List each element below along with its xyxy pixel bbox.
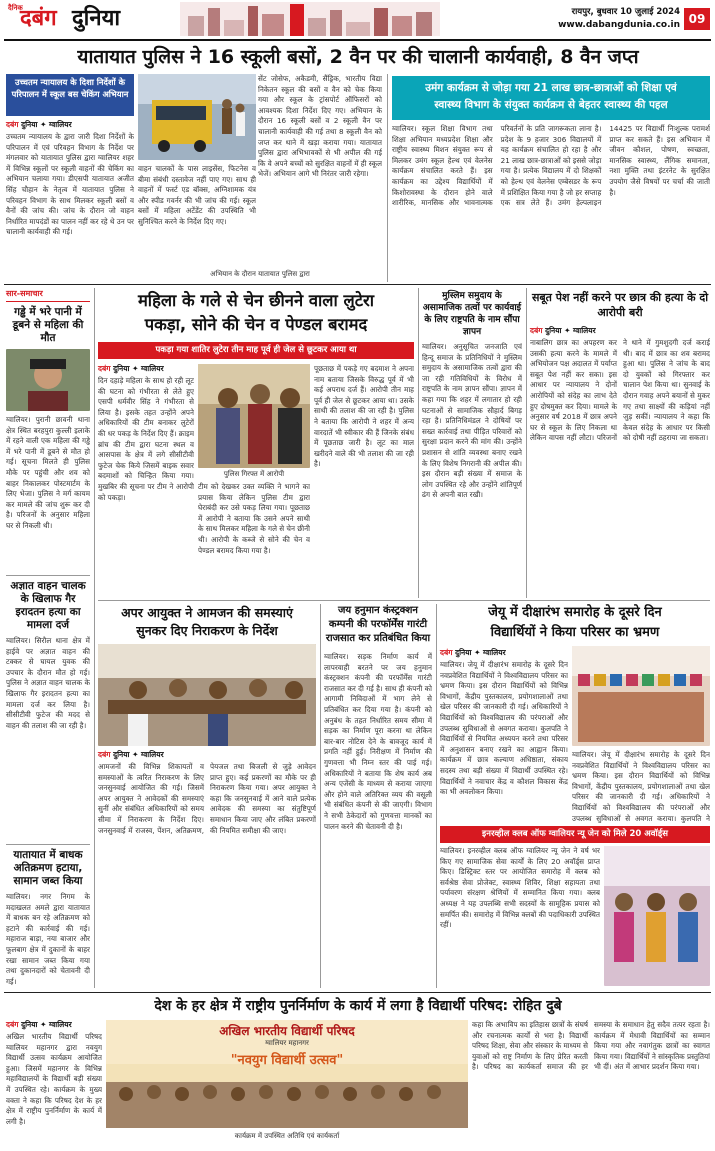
complaint-headline-line2: सुनकर दिए निराकरण के निर्देश xyxy=(136,623,278,638)
inner-wheel-headline-box xyxy=(440,826,710,843)
story1-caption: अभियान के दौरान यातायात पुलिस द्वारा xyxy=(210,270,310,278)
col-rule-1 xyxy=(387,74,388,282)
col-rule-4 xyxy=(320,604,321,988)
jeu-body-right: ग्वालियर। जेयू में दीक्षारंभ समारोह के दूसरे दिन नवप्रवेशित विद्यार्थियों ने विश्वविद्यालय परिसर का भ्रमण किया। इस दौरान विद्यार्थियों को विभिन्न विभागों, केंद्रीय पुस्तकालय, प्रयोगशालाओं तथा खेल परिसर की जानकारी दी गई। अधिकारियों ने विद्यार्थियों को विश्वविद्यालय की परंपराओं और उपलब्ध सुविधाओं से अवगत कराया। कुलपति ने xyxy=(572,750,710,823)
jeu-headline-line2: विद्यार्थियों ने किया परिसर का भ्रमण xyxy=(490,625,660,640)
chain-red-strap: पकड़ा गया शातिर लुटेरा तीन माह पूर्व ही जेल से छूटकर आया था xyxy=(98,342,414,359)
byline-brand: दबंग xyxy=(440,648,453,657)
bottom-body-right: कहा कि अभाविप का इतिहास छात्रों के संघर्ष और रचनात्मक कार्यों से भरा है। विद्यार्थी परिषद शिक्षा, सेवा और संस्कार के माध्यम से युवाओं को राष्ट्र निर्माण के लिए प्रेरित करती है। परिषद का कार्यकर्ता समाज की हर समस्या के समाधान हेतु सदैव तत्पर रहता है। कार्यक्रम में मेधावी विद्यार्थियों का सम्मान किया गया और नवागंतुक छात्रों का स्वागत किया गया। विद्यार्थियों ने सांस्कृतिक प्रस्तुतियां भी दीं। अंत में आभार प्रदर्शन किया गया। xyxy=(472,1020,710,1072)
jeu-photo xyxy=(572,646,710,746)
sidebar-item3-body: ग्वालियर। नगर निगम के मदाखलत अमले द्वारा यातायात में बाधक बन रहे अतिक्रमण को हटाने की कार्रवाई की गई। महाराज बाड़ा, नया बाजार और फूलबाग क्षेत्र में दुकानों के बाहर रखा सामान जब्त किया गया तथा दुकानदारों को चेतावनी दी गई। xyxy=(6,892,90,986)
umang-headline-line2: स्वास्थ्य विभाग के संयुक्त कार्यक्रम से बेहतर स्वास्थ्य की पहल xyxy=(434,99,668,111)
banner-city: ग्वालियर महानगर xyxy=(265,1039,309,1047)
page-number: 09 xyxy=(684,8,710,30)
byline-brand: दबंग xyxy=(98,364,111,373)
complaint-photo xyxy=(98,644,316,746)
jeu-body: ग्वालियर। जेयू में दीक्षारंभ समारोह के दूसरे दिन नवप्रवेशित विद्यार्थियों ने विश्वविद्यालय परिसर का भ्रमण किया। इस दौरान विद्यार्थियों को विभिन्न विभागों, केंद्रीय पुस्तकालय, प्रयोगशालाओं तथा खेल परिसर की जानकारी दी गई। अधिकारियों ने विद्यार्थियों को विश्वविद्यालय की परंपराओं और उपलब्ध सुविधाओं से अवगत कराया। कुलपति ने विद्यार्थियों से नियमित अध्ययन करने तथा परिसर में अनुशासन बनाए रखने का आह्वान किया। कार्यक्रम में छात्र कल्याण अधिष्ठाता, संकाय सदस्य तथा बड़ी संख्या में विद्यार्थी उपस्थित रहे। विद्यार्थियों ने नवाचार केंद्र व कौशल विकास केंद्र का भी अवलोकन किया। xyxy=(440,660,568,797)
jai-headline-line3: राजसात कर प्रतिबंधित किया xyxy=(325,633,431,644)
chain-byline xyxy=(98,364,194,374)
complaint-byline xyxy=(98,750,316,760)
story1-body-right: वाहन चालकों के पास लाइसेंस, फिटनेस व बीमा संबंधी दस्तावेज नहीं पाए गए। साथ ही वाहनों में फर्स्ट एड बॉक्स, अग्निशामक यंत्र और स्पीड गवर्नर की भी जांच की गई। स्कूल बसों में महिला अटेंडेंट की उपस्थिति भी सुनिश्चित करने के निर्देश दिए गए। xyxy=(138,164,256,226)
masthead-skyline xyxy=(180,2,440,36)
dateline: रायपुर, बुधवार 10 जुलाई 2024 xyxy=(571,7,680,17)
inner-wheel-body: ग्वालियर। इनरव्हील क्लब ऑफ ग्वालियर न्यू जेन ने वर्ष भर किए गए सामाजिक सेवा कार्यों के लिए 20 अवॉर्ड्स प्राप्त किए। डिस्ट्रिक्ट स्तर पर आयोजित समारोह में क्लब को सर्वश्रेष्ठ सेवा प्रोजेक्ट, स्वास्थ्य शिविर, शिक्षा सहायता तथा पर्यावरण संरक्षण श्रेणियों में सम्मानित किया गया। क्लब अध्यक्ष ने यह उपलब्धि सभी सदस्यों के सामूहिक प्रयास को समर्पित की। समारोह में विभिन्न क्लबों की पदाधिकारी उपस्थित रहीं। xyxy=(440,846,600,930)
story1-subhead-box xyxy=(6,74,134,116)
muslim-body: ग्वालियर। अनुसूचित जनजाति एवं हिन्दू समाज के प्रतिनिधियों ने मुस्लिम समुदाय के असामाजिक तत्वों द्वारा की जा रही गतिविधियों के विरोध में राष्ट्रपति के नाम ज्ञापन सौंपा। ज्ञापन में कहा गया कि शहर में लगातार हो रही घटनाओं से सामाजिक सौहार्द बिगड़ रहा है। प्रतिनिधिमंडल ने दोषियों पर सख्त कार्रवाई तथा पीड़ित परिवारों को सुरक्षा प्रदान करने की मांग की। उन्होंने प्रशासन से शांति व्यवस्था बनाए रखने के लिए विशेष निगरानी की अपील की। इस दौरान बड़ी संख्या में समाज के लोग उपस्थित रहे और उन्होंने शांतिपूर्ण ढंग से अपनी बात रखी। xyxy=(422,342,522,500)
jeu-byline xyxy=(440,648,568,658)
story1-body-mid: सेंट जोसेफ, अकैडमी, सैंड्रिक, भारतीय विद्या निकेतन स्कूल की बसों व वैन को चेक किया गया और स्कूल के ट्रांसपोर्ट ऑफिसरों को आवश्यक दिशा निर्देश दिए गए। अभियान के दौरान 16 स्कूली बसों व 2 स्कूली वैन पर चालानी कार्यवाही की गई तथा 8 स्कूली वैन को जप्त कर थाने में खड़ा कराया गया। यातायात पुलिस द्वारा अभिभावकों से भी अपील की गई कि वे अपने बच्चों को सुरक्षित वाहनों में ही स्कूल भेजें। अभियान आगे भी निरंतर जारी रहेगा। xyxy=(258,74,382,179)
chain-caption: पुलिस गिरफ्त में आरोपी xyxy=(223,470,285,478)
muslim-headline: मुस्लिम समुदाय के असामाजिक तत्वों पर कार्यवाई के लिए राष्ट्रपति के नाम सौंपा ज्ञापन xyxy=(422,291,522,337)
chain-body-right: पूछताछ में पकड़े गए बदमाश ने अपना नाम बताया जिसके विरुद्ध पूर्व में भी कई अपराध दर्ज हैं। आरोपी तीन माह पूर्व ही जेल से छूटकर आया था। उसके साथी की तलाश की जा रही है। पुलिस ने बताया कि आरोपी ने शहर में अन्य वारदातें भी स्वीकार की हैं जिनके संबंध में पूछताछ जारी है। लूट का माल खरीदने वाले की भी तलाश की जा रही है। xyxy=(314,364,414,469)
byline-brand: दबंग xyxy=(6,1020,19,1029)
skyline-illustration xyxy=(180,2,440,36)
logo-part1: दबंग xyxy=(20,6,57,31)
masthead-logo xyxy=(6,2,156,36)
bottom-banner-photo xyxy=(106,1020,468,1128)
byline-place: दुनिया ✦ ग्वालियर xyxy=(113,750,164,759)
evidence-body: नाबालिग छात्र का अपहरण कर उसकी हत्या करने के मामले में अभियोजन पक्ष अदालत में पर्याप्त सबूत पेश नहीं कर सका। इस आधार पर न्यायालय ने दोनों आरोपियों को संदेह का लाभ देते हुए दोषमुक्त कर दिया। मामले के अनुसार वर्ष 2018 में छात्र अपने घर से स्कूल के लिए निकला था लेकिन वापस नहीं लौटा। परिजनों ने थाने में गुमशुदगी दर्ज कराई थी। बाद में छात्र का शव बरामद हुआ था। पुलिस ने जांच के बाद दो युवकों को गिरफ्तार कर चालान पेश किया था। सुनवाई के दौरान गवाह अपने बयानों से मुकर गए तथा साक्ष्यों की कड़ियां नहीं जुड़ सकीं। न्यायालय ने कहा कि केवल संदेह के आधार पर किसी को दोषी नहीं ठहराया जा सकता। xyxy=(530,338,710,443)
bottom-body-left: अखिल भारतीय विद्यार्थी परिषद ग्वालियर महानगर द्वारा नवयुग विद्यार्थी उत्सव कार्यक्रम आयोजित हुआ। जिसमें महानगर के विभिन्न महाविद्यालयों के विद्यार्थी बड़ी संख्या में उपस्थित रहे। कार्यक्रम के मुख्य वक्ता ने कहा कि परिषद देश के हर क्षेत्र में राष्ट्रीय पुनर्निर्माण के कार्य में लगी है। xyxy=(6,1032,102,1126)
inner-wheel-headline: इनरव्हील क्लब ऑफ ग्वालियर न्यू जेन को मिले 20 अवॉर्ड्स xyxy=(482,829,668,839)
byline-place: दुनिया ✦ ग्वालियर xyxy=(455,648,506,657)
umang-headline-box xyxy=(392,76,710,120)
inner-wheel-photo xyxy=(604,846,710,986)
sidebar-item1-body: ग्वालियर। पुरानी छावनी थाना क्षेत्र स्थित बरहपुरा कुल्ली इलाके में रहने वाली एक महिला की गड्ढे में भरे पानी में डूबने से मौत हो गई। सूचना मिलते ही पुलिस मौके पर पहुंची और शव को बाहर निकालकर पोस्टमार्टम के लिए भेजा। पुलिस ने मर्ग कायम कर मामले की जांच शुरू कर दी है। परिजनों के अनुसार महिला घर से निकली थी। xyxy=(6,415,90,530)
umang-body: ग्वालियर। स्कूल शिक्षा विभाग तथा शिक्षा अभियान मध्यप्रदेश शिक्षा और राष्ट्रीय स्वास्थ्य मिशन संयुक्त रूप से मिलकर उमंग स्कूल हेल्थ एवं वेलनेस कार्यक्रम संचालित करते हैं। इस कार्यक्रम का उद्देश्य विद्यार्थियों में किशोरावस्था के दौरान होने वाले शारीरिक, मानसिक और भावनात्मक परिवर्तनों के प्रति जागरूकता लाना है। प्रदेश के 9 हजार 306 विद्यालयों में यह कार्यक्रम संचालित हो रहा है और 21 लाख छात्र-छात्राओं को इससे जोड़ा गया है। प्रत्येक विद्यालय में दो शिक्षकों को हेल्थ एवं वेलनेस एम्बेसडर के रूप में प्रशिक्षित किया गया है जो हर सप्ताह एक सत्र लेते हैं। उमंग हेल्पलाइन 14425 पर विद्यार्थी निःशुल्क परामर्श प्राप्त कर सकते हैं। इस अभियान में जीवन कौशल, पोषण, स्वच्छता, मानसिक स्वास्थ्य, लैंगिक समानता, नशा मुक्ति तथा इंटरनेट के सुरक्षित उपयोग जैसे विषयों पर चर्चा की जाती है। xyxy=(392,124,710,208)
byline-brand: दबंग xyxy=(6,120,19,129)
byline-place: दुनिया ✦ ग्वालियर xyxy=(113,364,164,373)
story1-body-left: उच्चतम न्यायालय के द्वारा जारी दिशा निर्देशों के परिपालन में एवं परिवहन विभाग के निर्देश पर मंगलवार को यातायात पुलिस द्वारा ग्वालियर शहर में विभिन्न स्कूलों पर स्कूली वाहनों की चेकिंग का अभियान चलाया गया। डीएसपी यातायात अजीत सिंह चौहान के नेतृत्व में यातायात पुलिस ने परिवहन विभाग के साथ मिलकर स्कूली बसों व वैनों की जांच की। जांच के दौरान जो वाहन निर्धारित मापदंडों का पालन नहीं कर रहे थे उन पर चालानी कार्यवाही की गई। xyxy=(6,132,134,237)
story1-photo xyxy=(138,74,256,160)
jai-body: ग्वालियर। सड़क निर्माण कार्य में लापरवाही बरतने पर जय हनुमान कंस्ट्रक्शन कंपनी की परफॉर्मेंस गारंटी राजसात कर दी गई है। साथ ही कंपनी को आगामी निविदाओं में भाग लेने से प्रतिबंधित कर दिया गया है। कंपनी को अनुबंध के तहत निर्धारित समय सीमा में सड़क का निर्माण पूरा करना था लेकिन बार-बार नोटिस देने के बावजूद कार्य में प्रगति नहीं हुई। निरीक्षण में निर्माण की गुणवत्ता भी निम्न स्तर की पाई गई। अधिकारियों ने बताया कि शेष कार्य अब अन्य एजेंसी के माध्यम से कराया जाएगा और होने वाले अतिरिक्त व्यय की वसूली भी संबंधित कंपनी से की जाएगी। विभाग ने सभी ठेकेदारों को गुणवत्ता मानकों का पालन करने की चेतावनी दी है। xyxy=(324,652,432,831)
bottom-byline xyxy=(6,1020,102,1030)
evidence-byline xyxy=(530,326,710,336)
sidebar-item1-photo xyxy=(6,349,90,411)
complaint-body: आमजनों की विभिन्न शिकायतों व समस्याओं के त्वरित निराकरण के लिए जनसुनवाई आयोजित की गई। जिसमें अपर आयुक्त ने आवेदकों की समस्याएं सुनीं और संबंधित अधिकारियों को समय सीमा में निराकरण के निर्देश दिए। जनसुनवाई में राजस्व, पेंशन, अतिक्रमण, पेयजल तथा बिजली से जुड़े आवेदन प्राप्त हुए। कई प्रकरणों का मौके पर ही निराकरण किया गया। अपर आयुक्त ने कहा कि जनसुनवाई में आने वाले प्रत्येक आवेदक की समस्या का संतुष्टिपूर्ण समाधान किया जाए और लंबित प्रकरणों की नियमित समीक्षा की जाए। xyxy=(98,762,316,835)
byline-place: दुनिया ✦ ग्वालियर xyxy=(21,120,72,129)
col-rule-3 xyxy=(526,288,527,598)
byline-brand: दबंग xyxy=(98,750,111,759)
website: www.dabangdunia.co.in xyxy=(558,20,680,30)
col-rule-2 xyxy=(418,288,419,598)
byline-place: दुनिया ✦ ग्वालियर xyxy=(21,1020,72,1029)
sidebar-label: सार-समाचार xyxy=(6,288,90,302)
section-rule-3 xyxy=(4,992,711,993)
evidence-headline: सबूत पेश नहीं करने पर छात्र की हत्या के दो आरोपी बरी xyxy=(531,291,709,319)
section-rule-1 xyxy=(4,284,711,285)
sidebar-item1-headline: गड्ढे में भरे पानी में डूबने से महिला की मौत xyxy=(12,306,84,344)
banner-event: "नवयुग विद्यार्थी उत्सव" xyxy=(230,1053,344,1068)
banner-org: अखिल भारतीय विद्यार्थी परिषद xyxy=(219,1024,355,1038)
byline-brand: दबंग xyxy=(530,326,543,335)
sidebar-item2-body: ग्वालियर। सिरौल थाना क्षेत्र में हाईवे पर अज्ञात वाहन की टक्कर से घायल युवक की उपचार के दौरान मौत हो गई। पुलिस ने अज्ञात वाहन चालक के खिलाफ गैर इरादतन हत्या का मामला दर्ज कर लिया है। सीसीटीवी फुटेज की मदद से वाहन की तलाश की जा रही है। xyxy=(6,636,90,730)
masthead-rule xyxy=(4,39,711,41)
col-rule-5 xyxy=(436,604,437,988)
sidebar-item2-headline: अज्ञात वाहन चालक के खिलाफ गैर इरादतन हत्या का मामला दर्ज xyxy=(10,580,86,631)
sidebar-rule xyxy=(6,575,90,576)
byline-place: दुनिया ✦ ग्वालियर xyxy=(545,326,596,335)
chain-photo xyxy=(198,364,310,468)
jai-headline-line2: कम्पनी की परफॉर्मेंस गारंटी xyxy=(328,619,428,630)
chain-headline-line1: महिला के गले से चेन छीनने वाला लुटेरा xyxy=(137,291,375,310)
complaint-headline-line1: अपर आयुक्त ने आमजन की समस्याएं xyxy=(121,605,293,620)
section-rule-2 xyxy=(98,600,710,601)
umang-headline-line1: उमंग कार्यक्रम से जोड़ा गया 21 लाख छात्र-छात्राओं को शिक्षा एवं xyxy=(425,82,677,94)
sidebar xyxy=(6,288,90,988)
main-headline: यातायात पुलिस ने 16 स्कूली बसों, 2 वैन पर की चालानी कार्यवाही, 8 वैन जप्त xyxy=(77,46,639,68)
jeu-headline-line1: जेयू में दीक्षारंभ समारोह के दूसरे दिन xyxy=(488,605,662,620)
chain-body-left: दिन दहाड़े महिला के साथ हो रही लूट की घटना को गंभीरता से लेते हुए एसपी धर्मवीर सिंह ने गंभीरता से लिया है। इसके तहत उन्होंने अपने अधिकारियों की टीम बनाकर लुटेरों की धर पकड़ के निर्देश दिए हैं। क्राइम ब्रांच की टीम द्वारा घटना स्थल व आसपास के क्षेत्र में लगे सीसीटीवी फुटेज चेक किये जिसमें बाइक सवार बदमाशों को चिन्हित किया गया। मुखबिर की सूचना पर टीम ने आरोपी को पकड़ा। xyxy=(98,376,194,502)
logo-part2: दुनिया xyxy=(72,6,121,31)
jai-headline-line1: जय हनुमान कंस्ट्रक्शन xyxy=(338,605,418,616)
story1-byline xyxy=(6,120,136,130)
masthead xyxy=(0,0,715,40)
bottom-caption: कार्यक्रम में उपस्थित अतिथि एवं कार्यकर्ता xyxy=(234,1132,340,1140)
chain-body-mid: टीम को देखकर उक्त व्यक्ति ने भागने का प्रयास किया लेकिन पुलिस टीम द्वारा घेराबंदी कर उसे पकड़ लिया गया। पूछताछ में आरोपी ने बताया कि उसने अपने साथी के साथ मिलकर महिला के गले से चेन छीनी थी। आरोपी के कब्जे से सोने की चेन व पेण्डल बरामद किया गया है। xyxy=(198,482,310,555)
sidebar-rule xyxy=(6,844,90,845)
story1-subhead: उच्चतम न्यायालय के दिशा निर्देशों के परिपालन में स्कूल बस चेकिंग अभियान xyxy=(11,77,129,99)
sidebar-item3-headline: यातायात में बाधक अतिक्रमण हटाया, सामान जब्त किया xyxy=(13,849,83,887)
chain-headline-line2: पकड़ा, सोने की चेन व पेण्डल बरामद xyxy=(144,315,368,334)
col-rule-sidebar xyxy=(94,288,95,988)
logo-small-text: दैनिक xyxy=(8,4,23,12)
bottom-headline: देश के हर क्षेत्र में राष्ट्रीय पुनर्निर्माण के कार्य में लगा है विद्यार्थी परिषद: रोहित दुबे xyxy=(154,998,562,1014)
